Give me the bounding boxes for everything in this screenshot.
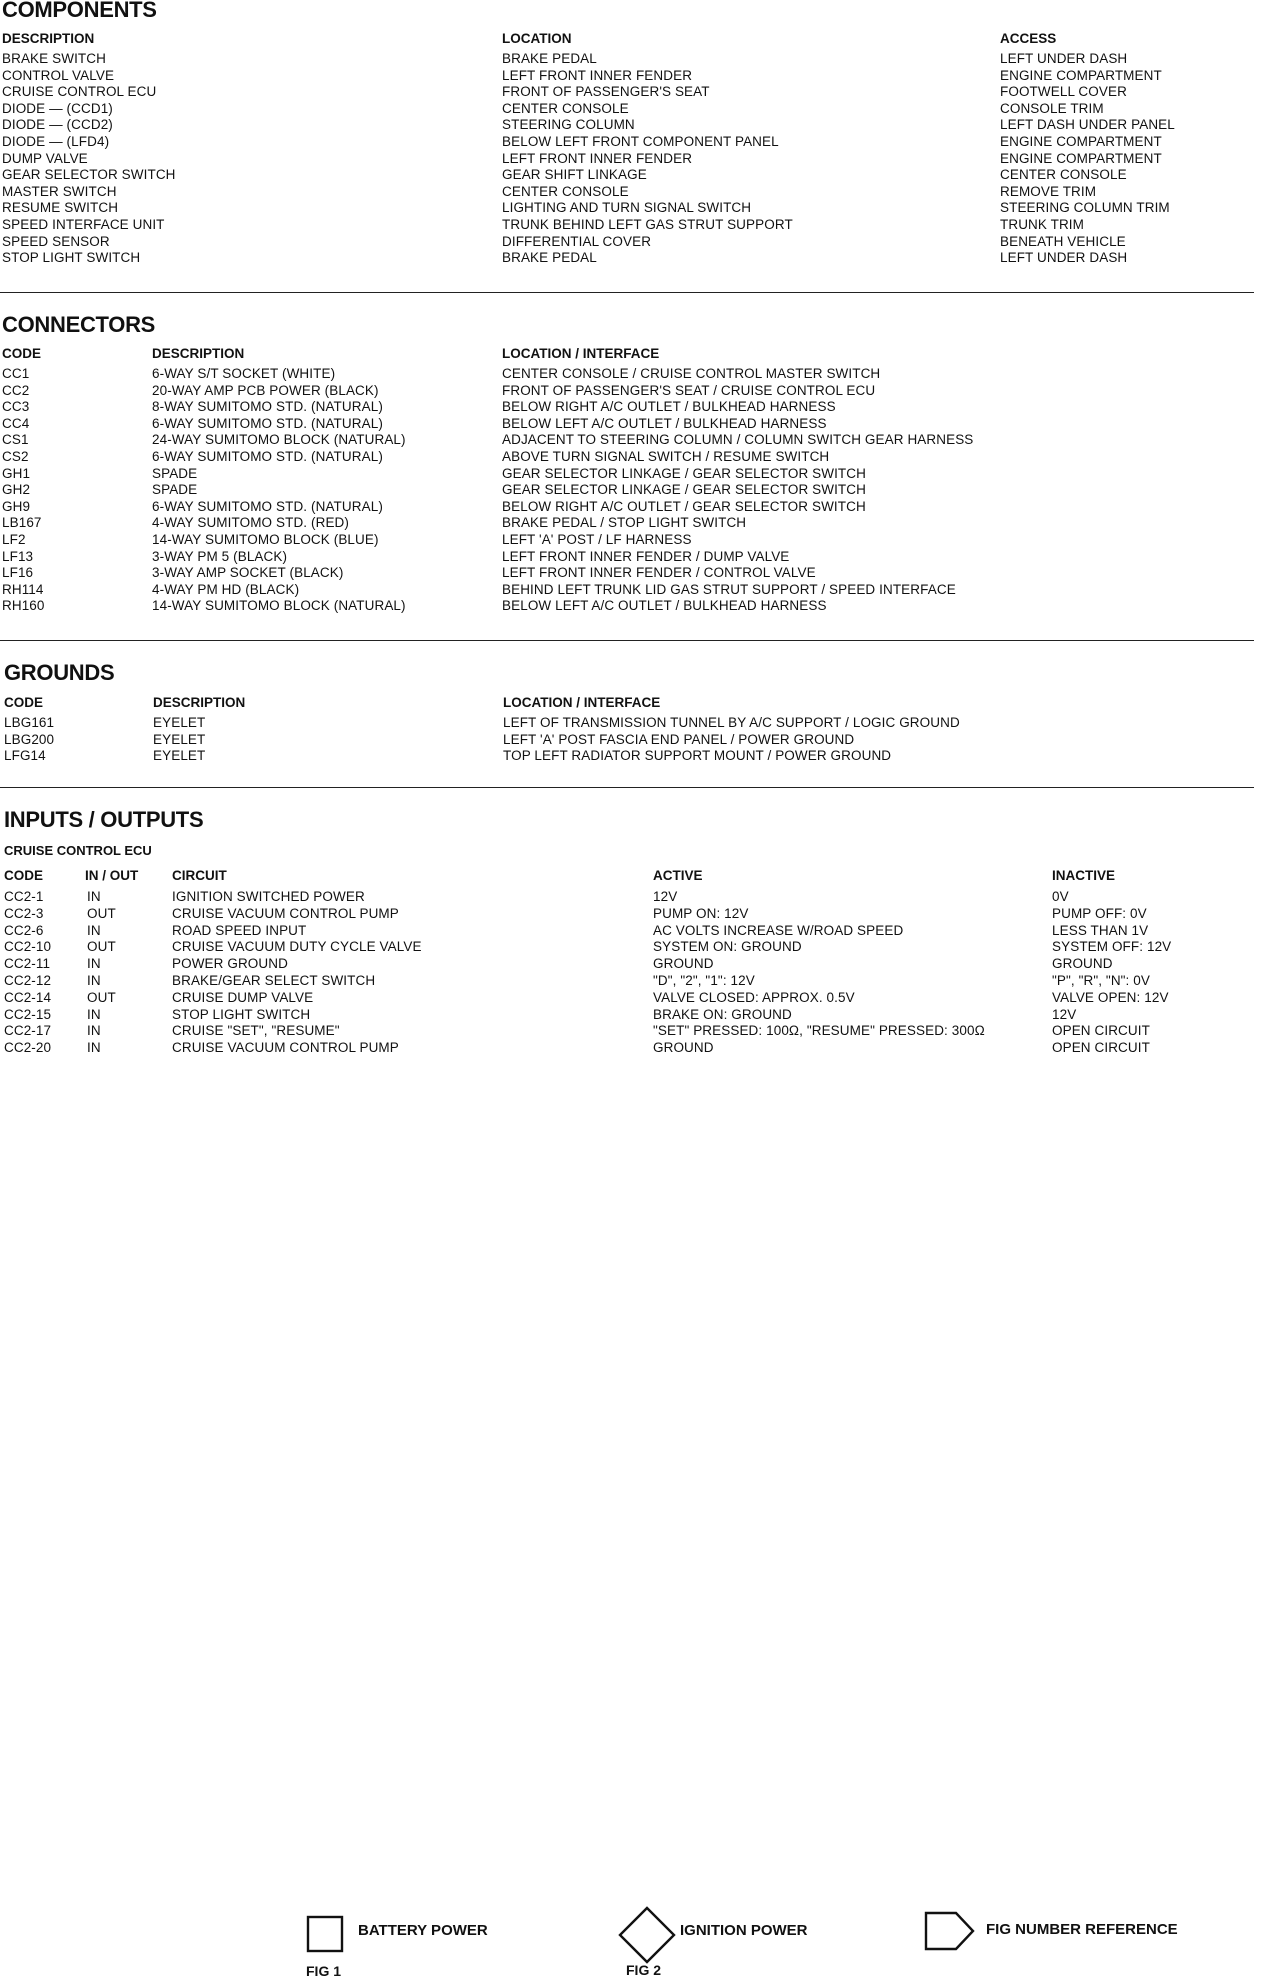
component-access: LEFT DASH UNDER PANEL — [1000, 117, 1175, 133]
io-circuit: CRUISE VACUUM CONTROL PUMP — [172, 1040, 399, 1056]
io-active: "D", "2", "1": 12V — [653, 973, 755, 988]
connector-location: BEHIND LEFT TRUNK LID GAS STRUT SUPPORT / SPEED INTERFACE — [502, 581, 956, 597]
io-direction: IN — [87, 1006, 101, 1022]
io-row — [0, 906, 1264, 923]
square-icon — [306, 1915, 346, 1955]
connector-location: GEAR SELECTOR LINKAGE / GEAR SELECTOR SWITCH — [502, 465, 866, 481]
ground-code: LBG200 — [4, 731, 55, 747]
io-direction: IN — [87, 1040, 101, 1056]
connector-row — [0, 565, 1264, 582]
component-access: ENGINE COMPARTMENT — [1000, 150, 1162, 166]
connector-location: ABOVE TURN SIGNAL SWITCH / RESUME SWITCH — [502, 449, 830, 464]
connector-description: 14-WAY SUMITOMO BLOCK (BLUE) — [152, 532, 379, 547]
component-description: CRUISE CONTROL ECU — [2, 84, 157, 100]
component-row — [0, 184, 1264, 201]
connector-code: GH9 — [2, 498, 31, 514]
io-direction: IN — [87, 922, 101, 938]
grounds-header-description: DESCRIPTION — [153, 695, 246, 710]
component-row — [0, 84, 1264, 101]
ground-row — [0, 748, 1264, 765]
connector-row — [0, 399, 1264, 416]
connector-code: CS1 — [2, 432, 29, 448]
io-row — [0, 1040, 1264, 1057]
component-location: BELOW LEFT FRONT COMPONENT PANEL — [502, 134, 779, 149]
component-description: DIODE — (CCD1) — [2, 100, 113, 116]
component-row — [0, 250, 1264, 267]
io-direction: IN — [87, 889, 101, 904]
connector-row — [0, 499, 1264, 516]
component-row — [0, 117, 1264, 134]
grounds-header-location: LOCATION / INTERFACE — [503, 695, 661, 710]
io-active: "SET" PRESSED: 100Ω, "RESUME" PRESSED: 300Ω — [653, 1023, 985, 1039]
io-active: GROUND — [653, 1040, 714, 1056]
connector-row — [0, 383, 1264, 400]
connector-description: 6-WAY SUMITOMO STD. (NATURAL) — [152, 498, 383, 514]
io-circuit: POWER GROUND — [172, 956, 288, 972]
io-inactive: OPEN CIRCUIT — [1052, 1023, 1150, 1039]
component-location: GEAR SHIFT LINKAGE — [502, 167, 647, 183]
component-row — [0, 134, 1264, 151]
component-access: CONSOLE TRIM — [1000, 100, 1104, 116]
component-location: STEERING COLUMN — [502, 117, 635, 133]
connectors-header-description: DESCRIPTION — [152, 346, 245, 361]
connector-row — [0, 449, 1264, 466]
component-description: BRAKE SWITCH — [2, 51, 106, 66]
io-title: INPUTS / OUTPUTS — [4, 807, 204, 832]
components-header-description: DESCRIPTION — [2, 31, 95, 46]
component-description: SPEED INTERFACE UNIT — [2, 217, 165, 232]
io-circuit: ROAD SPEED INPUT — [172, 922, 307, 938]
connector-location: BRAKE PEDAL / STOP LIGHT SWITCH — [502, 515, 747, 531]
io-direction: IN — [87, 1023, 101, 1039]
component-location: LEFT FRONT INNER FENDER — [502, 67, 693, 83]
grounds-header-code: CODE — [4, 695, 44, 710]
component-access: LEFT UNDER DASH — [1000, 250, 1128, 266]
component-access: BENEATH VEHICLE — [1000, 233, 1126, 249]
io-code: CC2-6 — [4, 922, 44, 938]
connector-row — [0, 532, 1264, 549]
io-active: PUMP ON: 12V — [653, 905, 749, 921]
pentagon-arrow-icon — [924, 1910, 976, 1952]
io-row — [0, 923, 1264, 940]
component-description: CONTROL VALVE — [2, 67, 115, 83]
connectors-title: CONNECTORS — [2, 312, 156, 337]
io-active: 12V — [653, 889, 678, 904]
io-inactive: GROUND — [1052, 956, 1113, 972]
connector-code: RH114 — [2, 581, 44, 597]
ground-row — [0, 732, 1264, 749]
connector-description: 6-WAY S/T SOCKET (WHITE) — [152, 366, 336, 381]
io-circuit: BRAKE/GEAR SELECT SWITCH — [172, 973, 376, 988]
io-circuit: CRUISE "SET", "RESUME" — [172, 1023, 340, 1039]
fig2-label: FIG 2 — [626, 1962, 662, 1978]
io-inactive: SYSTEM OFF: 12V — [1052, 939, 1172, 955]
io-circuit: CRUISE DUMP VALVE — [172, 989, 314, 1005]
component-location: LIGHTING AND TURN SIGNAL SWITCH — [502, 200, 752, 216]
connector-description: 20-WAY AMP PCB POWER (BLACK) — [152, 382, 379, 398]
component-access: ENGINE COMPARTMENT — [1000, 67, 1162, 83]
connector-row — [0, 598, 1264, 615]
io-direction: OUT — [87, 939, 116, 955]
component-description: STOP LIGHT SWITCH — [2, 250, 141, 266]
connector-location: LEFT FRONT INNER FENDER / CONTROL VALVE — [502, 565, 816, 581]
connector-description: 4-WAY SUMITOMO STD. (RED) — [152, 515, 350, 531]
io-direction: IN — [87, 973, 101, 988]
grounds-title: GROUNDS — [4, 660, 115, 685]
ground-location: LEFT 'A' POST FASCIA END PANEL / POWER GROUND — [503, 731, 855, 747]
connector-code: LF16 — [2, 565, 34, 581]
connector-location: LEFT FRONT INNER FENDER / DUMP VALVE — [502, 548, 790, 564]
io-inactive: PUMP OFF: 0V — [1052, 905, 1147, 921]
component-access: STEERING COLUMN TRIM — [1000, 200, 1170, 216]
connector-location: BELOW RIGHT A/C OUTLET / BULKHEAD HARNESS — [502, 399, 836, 415]
io-direction: OUT — [87, 905, 116, 921]
io-circuit: CRUISE VACUUM DUTY CYCLE VALVE — [172, 939, 422, 955]
components-header-access: ACCESS — [1000, 31, 1057, 46]
component-access: FOOTWELL COVER — [1000, 84, 1127, 100]
connector-code: CC1 — [2, 366, 30, 381]
io-active: GROUND — [653, 956, 714, 972]
component-access: LEFT UNDER DASH — [1000, 51, 1128, 66]
connector-code: LF13 — [2, 548, 34, 564]
connector-row — [0, 366, 1264, 383]
connector-description: 24-WAY SUMITOMO BLOCK (NATURAL) — [152, 432, 406, 448]
component-row — [0, 51, 1264, 68]
component-location: CENTER CONSOLE — [502, 183, 629, 199]
io-header-code: CODE — [4, 868, 44, 883]
connector-description: 14-WAY SUMITOMO BLOCK (NATURAL) — [152, 598, 406, 614]
connector-location: CENTER CONSOLE / CRUISE CONTROL MASTER SWITCH — [502, 366, 881, 381]
ground-location: TOP LEFT RADIATOR SUPPORT MOUNT / POWER GROUND — [503, 748, 892, 764]
io-code: CC2-15 — [4, 1006, 52, 1022]
io-inactive: 12V — [1052, 1006, 1077, 1022]
battery-power-label: BATTERY POWER — [358, 1922, 488, 1939]
connectors-header-code: CODE — [2, 346, 42, 361]
component-description: DUMP VALVE — [2, 150, 88, 166]
connector-description: 8-WAY SUMITOMO STD. (NATURAL) — [152, 399, 383, 415]
components-title: COMPONENTS — [2, 0, 157, 22]
connector-description: 3-WAY AMP SOCKET (BLACK) — [152, 565, 344, 581]
io-circuit: IGNITION SWITCHED POWER — [172, 889, 365, 904]
ignition-power-label: IGNITION POWER — [680, 1922, 808, 1939]
io-row — [0, 956, 1264, 973]
io-code: CC2-11 — [4, 956, 51, 972]
connector-location: ADJACENT TO STEERING COLUMN / COLUMN SWITCH GEAR HARNESS — [502, 432, 974, 448]
section-divider — [0, 787, 1254, 788]
io-row — [0, 990, 1264, 1007]
component-access: ENGINE COMPARTMENT — [1000, 134, 1162, 149]
component-row — [0, 101, 1264, 118]
component-description: RESUME SWITCH — [2, 200, 119, 216]
io-circuit: CRUISE VACUUM CONTROL PUMP — [172, 905, 399, 921]
io-active: BRAKE ON: GROUND — [653, 1006, 792, 1022]
connector-row — [0, 515, 1264, 532]
ground-description: EYELET — [153, 748, 206, 764]
io-code: CC2-3 — [4, 905, 44, 921]
component-row — [0, 167, 1264, 184]
component-row — [0, 200, 1264, 217]
io-header-inactive: INACTIVE — [1052, 868, 1116, 883]
connector-location: GEAR SELECTOR LINKAGE / GEAR SELECTOR SWITCH — [502, 482, 866, 498]
connector-code: CS2 — [2, 449, 29, 464]
io-code: CC2-10 — [4, 939, 52, 955]
io-row — [0, 1007, 1264, 1024]
component-description: DIODE — (LFD4) — [2, 134, 110, 149]
component-row — [0, 234, 1264, 251]
component-location: BRAKE PEDAL — [502, 51, 597, 66]
io-code: CC2-14 — [4, 989, 52, 1005]
diamond-icon — [616, 1905, 678, 1965]
io-code: CC2-12 — [4, 973, 52, 988]
io-direction: IN — [87, 956, 101, 972]
component-access: TRUNK TRIM — [1000, 217, 1084, 232]
component-location: LEFT FRONT INNER FENDER — [502, 150, 693, 166]
io-header-circuit: CIRCUIT — [172, 868, 227, 883]
connector-location: FRONT OF PASSENGER'S SEAT / CRUISE CONTROL ECU — [502, 382, 876, 398]
connector-row — [0, 466, 1264, 483]
ground-row — [0, 715, 1264, 732]
connector-code: GH2 — [2, 482, 31, 498]
connector-code: CC2 — [2, 382, 30, 398]
io-header-inout: IN / OUT — [85, 868, 139, 883]
connector-row — [0, 549, 1264, 566]
connector-code: CC3 — [2, 399, 30, 415]
io-header-active: ACTIVE — [653, 868, 703, 883]
component-access: CENTER CONSOLE — [1000, 167, 1127, 183]
io-code: CC2-1 — [4, 889, 44, 904]
ground-code: LBG161 — [4, 715, 55, 730]
connector-code: CC4 — [2, 415, 30, 431]
component-row — [0, 68, 1264, 85]
ground-description: EYELET — [153, 715, 206, 730]
component-description: MASTER SWITCH — [2, 183, 117, 199]
section-divider — [0, 640, 1254, 641]
component-location: DIFFERENTIAL COVER — [502, 233, 652, 249]
component-description: GEAR SELECTOR SWITCH — [2, 167, 176, 183]
connector-description: SPADE — [152, 465, 198, 481]
io-active: VALVE CLOSED: APPROX. 0.5V — [653, 989, 855, 1005]
connector-code: RH160 — [2, 598, 45, 614]
io-direction: OUT — [87, 989, 116, 1005]
io-active: AC VOLTS INCREASE W/ROAD SPEED — [653, 922, 904, 938]
connector-description: 6-WAY SUMITOMO STD. (NATURAL) — [152, 415, 383, 431]
io-row — [0, 889, 1264, 906]
components-header-location: LOCATION — [502, 31, 572, 46]
io-row — [0, 973, 1264, 990]
io-row — [0, 1023, 1264, 1040]
fig1-label: FIG 1 — [306, 1963, 342, 1979]
connector-code: GH1 — [2, 465, 31, 481]
connector-location: LEFT 'A' POST / LF HARNESS — [502, 532, 692, 547]
io-inactive: LESS THAN 1V — [1052, 922, 1149, 938]
io-active: SYSTEM ON: GROUND — [653, 939, 802, 955]
fig-number-reference-label: FIG NUMBER REFERENCE — [986, 1921, 1178, 1938]
io-code: CC2-17 — [4, 1023, 52, 1039]
connectors-header-location: LOCATION / INTERFACE — [502, 346, 660, 361]
io-circuit: STOP LIGHT SWITCH — [172, 1006, 311, 1022]
connector-row — [0, 432, 1264, 449]
connector-code: LB167 — [2, 515, 42, 531]
io-row — [0, 939, 1264, 956]
io-code: CC2-20 — [4, 1040, 52, 1056]
ground-code: LFG14 — [4, 748, 46, 764]
io-subtitle: CRUISE CONTROL ECU — [4, 843, 152, 858]
connector-description: SPADE — [152, 482, 198, 498]
connector-description: 4-WAY PM HD (BLACK) — [152, 581, 300, 597]
io-inactive: 0V — [1052, 889, 1069, 904]
component-access: REMOVE TRIM — [1000, 183, 1097, 199]
component-location: CENTER CONSOLE — [502, 100, 629, 116]
connector-code: LF2 — [2, 532, 26, 547]
connector-row — [0, 482, 1264, 499]
component-row — [0, 151, 1264, 168]
io-inactive: OPEN CIRCUIT — [1052, 1040, 1150, 1056]
io-inactive: "P", "R", "N": 0V — [1052, 973, 1150, 988]
connector-row — [0, 416, 1264, 433]
connector-description: 6-WAY SUMITOMO STD. (NATURAL) — [152, 449, 383, 464]
ground-location: LEFT OF TRANSMISSION TUNNEL BY A/C SUPPORT / LOGIC GROUND — [503, 715, 960, 730]
component-description: SPEED SENSOR — [2, 233, 110, 249]
connector-row — [0, 582, 1264, 599]
component-description: DIODE — (CCD2) — [2, 117, 113, 133]
component-row — [0, 217, 1264, 234]
connector-location: BELOW RIGHT A/C OUTLET / GEAR SELECTOR SWITCH — [502, 498, 866, 514]
connector-location: BELOW LEFT A/C OUTLET / BULKHEAD HARNESS — [502, 598, 827, 614]
ground-description: EYELET — [153, 731, 206, 747]
component-location: BRAKE PEDAL — [502, 250, 597, 266]
section-divider — [0, 292, 1254, 293]
component-location: FRONT OF PASSENGER'S SEAT — [502, 84, 710, 100]
component-location: TRUNK BEHIND LEFT GAS STRUT SUPPORT — [502, 217, 793, 232]
io-inactive: VALVE OPEN: 12V — [1052, 989, 1169, 1005]
connector-description: 3-WAY PM 5 (BLACK) — [152, 548, 288, 564]
connector-location: BELOW LEFT A/C OUTLET / BULKHEAD HARNESS — [502, 415, 827, 431]
